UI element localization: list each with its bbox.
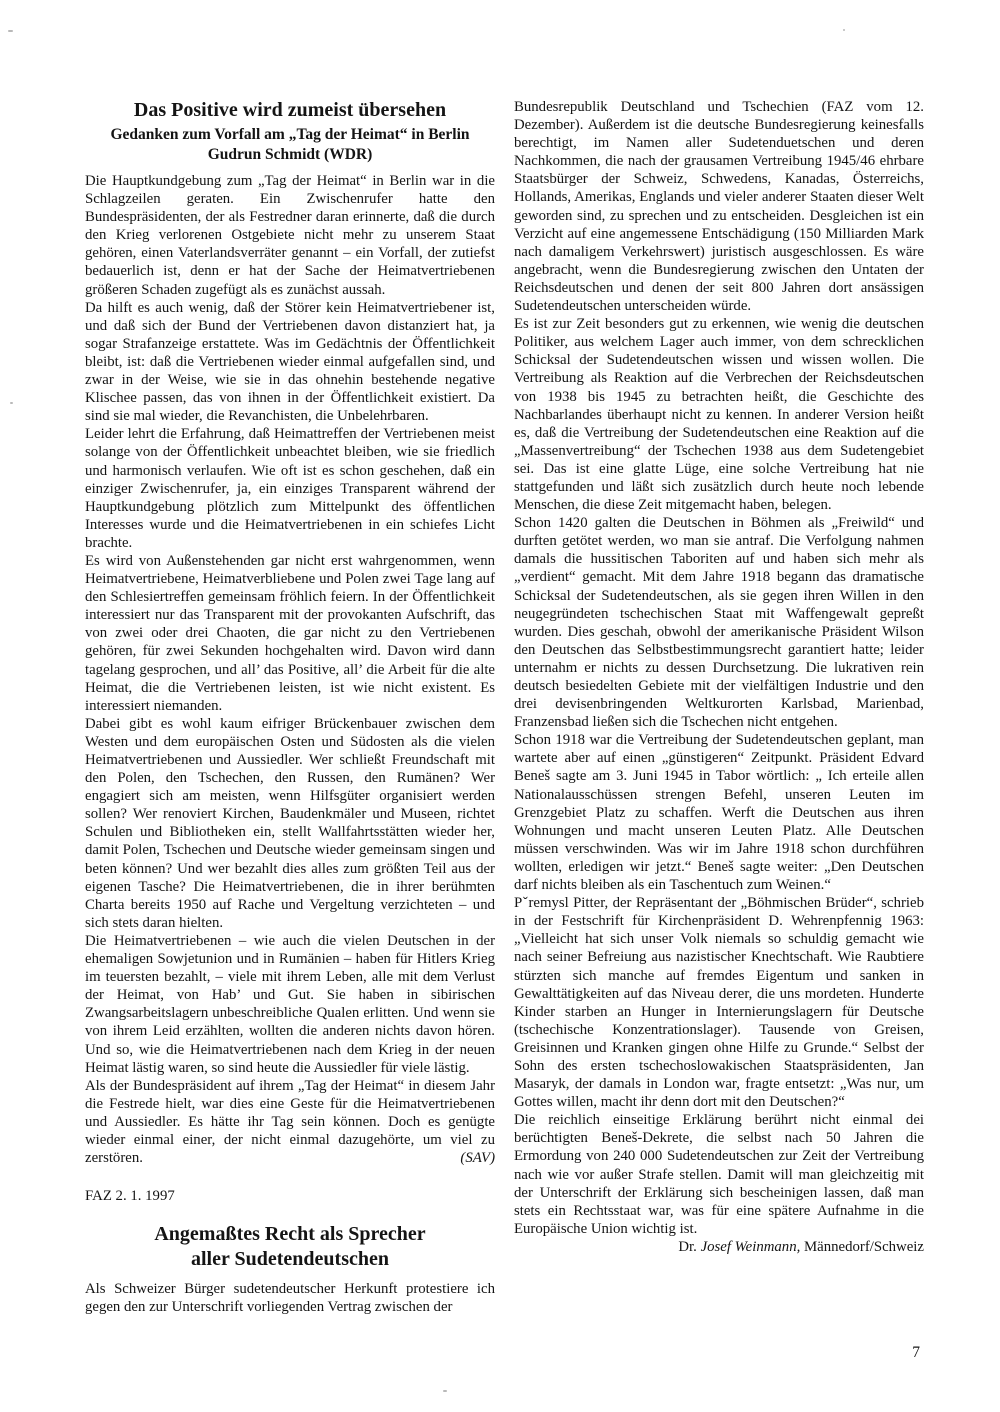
article2-continuation-paragraph-1: Bundesrepublik Deutschland und Tschechien (FAZ vom 12. Dezember). Außerdem ist die deutsche Bundesregierung keinesfalls berechtigt, im Namen aller Sudetenduetschen und deren Nachkommen, die nach der grausamen Vertreibung 1945/46 ehrbare Staatsbürger der Schweiz, Schwedens, Kanadas, Österreichs, Hollands, Amerikas, Englands und vieler anderer Staaten dieser Welt geworden sind, zu sprechen und zu entscheiden. Desgleichen ist ein Verzicht auf eine angemessene Entschädigung (150 Milliarden Mark nach damaligem Verkehrswert) juristisch ausgeschlossen. Es wäre angebracht, wenn die Bundesregierung zwischen den Untaten der Reichsdeutschen und denen der seit 800 Jahren dort ansässigen Sudetendeutschen unterscheiden würde. (514, 99, 924, 315)
article2-title-line2: aller Sudetendeutschen (191, 1248, 389, 1271)
right-column (514, 98, 924, 1316)
article2-continuation-paragraph-3: Schon 1420 galten die Deutschen in Böhmen als „Freiwild“ und durften getötet werden, wo man sie antraf. Die Verfolgung nahmen damals die hussitischen Taboriten auf und haben sich mehr als „verdient“ gemacht. Mit dem Jahre 1918 begann das dramatische Schicksal der Sudetendeutschen, als sie gegen ihren Willen in den neugegründeten tschechischen Staat mit Waffengewalt gepreßt wurden. Dies geschah, obwohl der amerikanische Präsident Wilson den Deutschen das Selbstbestimmungsrecht garantiert hatte; leider unternahm er nichts zu dessen Durchsetzung. Die lukrativen rein deutsch besiedelten Gebiete mit der vielfältigen Industrie und den drei devisenbringenden Weltkurorten Karlsbad, Marienbad, Franzensbad ließen sich die Tschechen nicht entgehen. (514, 515, 924, 731)
source-citation: FAZ 2. 1. 1997 (85, 1188, 175, 1205)
article2-paragraph-1: Als Schweizer Bürger sudetendeutscher Herkunft protestiere ich gegen den zur Unterschrift vorliegenden Vertrag zwischen der (85, 1281, 495, 1316)
left-column (85, 98, 495, 1316)
signature-name: Josef Weinmann, (700, 1238, 801, 1255)
scan-artifact (443, 1390, 447, 1392)
article2-signature (514, 1238, 924, 1256)
article2-continuation-paragraph-5: Pˇremysl Pitter, der Repräsentant der „Böhmischen Brüder“, schrieb in der Festschrift für Kirchenpräsident D. Wehrenpfennig 1963: „Vielleicht hat sich unser Volk niemals so schuldig gemacht wie nach seiner Befreiung aus nazistischer Knechtschaft. Wie Raubtiere stürzten sich manche auf fremdes Eigentum und sanken in Gewalttätigkeiten auf das Niveau derer, die uns mordeten. Hunderte Kinder starben an Hunger in Internierungslagern für Deutsche (tschechische Konzentrationslager). Tausende von Greisen, Greisinnen und Kranken gingen ohne Hilfe zu Grunde.“ Selbst der Sohn des ersten tschechoslowakischen Staatspräsidenten, Jan Masaryk, der damals in London war, fragte entsetzt: „Was nur, um Gottes willen, macht ihr denn dort mit den Deutschen?“ (514, 895, 924, 1111)
scan-artifact (10, 402, 13, 404)
article1-paragraph-3: Leider lehrt die Erfahrung, daß Heimattreffen der Vertriebenen meist solange von der Öffentlichkeit unbeachtet bleiben, wie sie friedlich und harmonisch verlaufen. Wie oft ist es schon geschehen, daß ein einziger Zwischenrufer, ja, ein einziges Transparent während der Hauptkundgebung plötzlich zum Mittelpunkt des öffentlichen Interesses wurde und die Heimatvertriebenen in ein schiefes Licht brachte. (85, 426, 495, 551)
page-number: 7 (912, 1344, 920, 1361)
article1-title: Das Positive wird zumeist übersehen (133, 99, 447, 121)
article1-paragraph-5: Dabei gibt es wohl kaum eifriger Brückenbauer zwischen dem Westen und dem europäischen Osten und Südosten als die vielen Heimatvertriebenen und Aussiedler. Wer schließt Freundschaft mit den Polen, den Tschechen, den Russen, den Rumänen? Wer engagiert sich am meisten, wenn Hilfsgüter organisiert werden sollen? Wer renoviert Kirchen, Baudenkmäler und Museen, richtet Schulen und Bibliotheken ein, stellt Wallfahrtsstätten wieder her, damit Polen, Tschechen und Deutsche wieder gemeinsam singen und beten können? Und wer bezahlt dies alles zum größten Teil aus der eigenen Tasche? Die Heimatvertriebenen, die in ihrer berühmten Charta bereits 1950 auf Rache und Vergeltung verzichteten – und sich stets daran hielten. (85, 715, 495, 931)
scan-artifact (8, 30, 13, 32)
article2-title-line1: Angemaßtes Recht als Sprecher (154, 1223, 426, 1246)
article1-paragraph-7 (85, 1077, 495, 1167)
article1-paragraph-1: Die Hauptkundgebung zum „Tag der Heimat“ in Berlin war in die Schlagzeilen geraten. Ein Zwischenrufer hatte den Bundespräsidenten, der als Festredner daran erinnerte, daß die durch den Krieg verlorenen Ostgebiete nicht mehr zu unserem Staat gehören, einen Vaterlandsverräter genannt – ein Vorfall, der zutiefst bedauerlich ist, denn er hat der Sache der Heimatvertriebenen größeren Schaden zugefügt als es zunächst aussah. (85, 173, 495, 298)
article2-continuation-paragraph-4: Schon 1918 war die Vertreibung der Sudetendeutschen geplant, man wartete aber auf einen „günstigeren“ Zeitpunkt. Präsident Edvard Beneš sagte am 3. Juni 1945 in Tabor wörtlich: „ Ich erteile allen Nationalausschüssen strengen Befehl, unseren Leuten im Grenzgebiet Platz zu schaffen. Werft die Deutschen aus ihren Wohnungen und macht unseren Leuten Platz. Alle Deutschen müssen verschwinden. Was wir im Jahre 1918 schon durchführen wollten, erledigen wir jetzt.“ Beneš sagte weiter: „Den Deutschen darf nichts bleiben als ein Taschentuch zum Weinen.“ (514, 732, 924, 894)
scan-artifact (843, 29, 845, 31)
article2-continuation-paragraph-2: Es ist zur Zeit besonders gut zu erkennen, wie wenig die deutschen Politiker, aus welchem Lager auch immer, von dem schrecklichen Schicksal der Sudetendeutschen wissen und wissen wollen. Die Vertreibung als Reaktion auf die Verbrechen der Reichsdeutschen von 1938 bis 1945 zu betrachten heißt, die Geschichte des Nachbarlandes überhaupt nicht zu kennen. In anderer Version heißt es, daß die Vertreibung der Sudetendeutschen eine Reaktion auf die „Massenvertreibung“ der Tschechen 1938 aus dem Sudetengebiet sei. Das ist eine glatte Lüge, eine solche Vertreibung hat nie stattgefunden und läßt sich zusätzlich durch heute noch lebende Menschen, die diese Zeit mitgemacht haben, belegen. (514, 316, 924, 514)
article1-author: Gudrun Schmidt (WDR) (207, 145, 373, 163)
article2-title (95, 1222, 485, 1272)
article1-signoff: (SAV) (460, 1150, 495, 1167)
article2-continuation-paragraph-6: Die reichlich einseitige Erklärung berührt nicht einmal dei berüchtigten Beneš-Dekrete, die selbst nach 50 Jahren die Ermordung von 240 000 Sudetendeutschen zur Zeit der Vertreibung nach wie vor außer Strafe stellen. Damit will man gleichzeitig mit der Unterschrift der Erklärung sich bescheinigen lassen, daß man stets ein Rechtsstaat war, was für eine spätere Aufnahme in die Europäische Union wichtig ist. (514, 1112, 924, 1237)
signature-prefix: Dr. (678, 1238, 701, 1255)
article1-subtitle: Gedanken zum Vorfall am „Tag der Heimat“ in Berlin (110, 126, 470, 143)
article1-paragraph-4: Es wird von Außenstehenden gar nicht erst wahrgenommen, wenn Heimatvertriebene, Heimatverbliebene und Polen zwei Tage lang auf den Schlesiertreffen gemeinsam fröhlich feiern. In der Öffentlichkeit interessiert nur das Transparent mit der provokanten Aufschrift, das von zwei oder drei Chaoten, die gar nicht zu den Vertriebenen gehören, für zwei Sekunden hochgehalten wird. Davon wird dann tagelang gesprochen, und all’ das Positive, all’ die Arbeit für die alte Heimat, die die Vertriebenen leisten, ist wie nicht existent. Es interessiert niemanden. (85, 552, 495, 714)
article1-paragraph-7-text: Als der Bundespräsident auf ihrem „Tag der Heimat“ in diesem Jahr die Festrede hielt, war dies eine Geste für die Heimatvertriebenen und Aussiedler. Es hätte ihr Tag sein können. Doch es genügte wieder einmal einer, der nicht einmal dazugehörte, um viel zu zerstören. (85, 1077, 495, 1167)
article1-subtitle-block (85, 125, 495, 164)
article1-paragraph-2: Da hilft es auch wenig, daß der Störer kein Heimatvertriebener ist, und daß sich der Bund der Vertriebenen davon distanziert hat, ja sogar Strafanzeige erstattete. Was im Gedächtnis der Öffentlichkeit bleibt, ist: daß die Vertriebenen wieder einmal aufgefallen sind, und zwar in der Weise, wie sie in das ohnehin bestehende negative Klischee passen, das von ihnen in der Öffentlichkeit existiert. Da sind sie mal wieder, die Revanchisten, die Unbelehrbaren. (85, 299, 495, 425)
article1-paragraph-6: Die Heimatvertriebenen – wie auch die vielen Deutschen in der ehemaligen Sowjetunion und in Rumänien – haben für Hitlers Krieg im teuersten bezahlt, – viele mit ihrem Leben, alle mit dem Verlust der Heimat, von Hab’ und Gut. Sie haben in sibirischen Zwangsarbeitslagern unbeschreibliche Qualen erlitten. Und wenn sie von ihrem Leid erzählten, wollten die anderen nichts davon hören. Und so, wie die Heimatvertriebenen nach dem Krieg in der neuen Heimat lästig waren, so sind heute die Aussiedler für viele lästig. (85, 932, 495, 1076)
signature-location: Männedorf/Schweiz (800, 1238, 924, 1255)
